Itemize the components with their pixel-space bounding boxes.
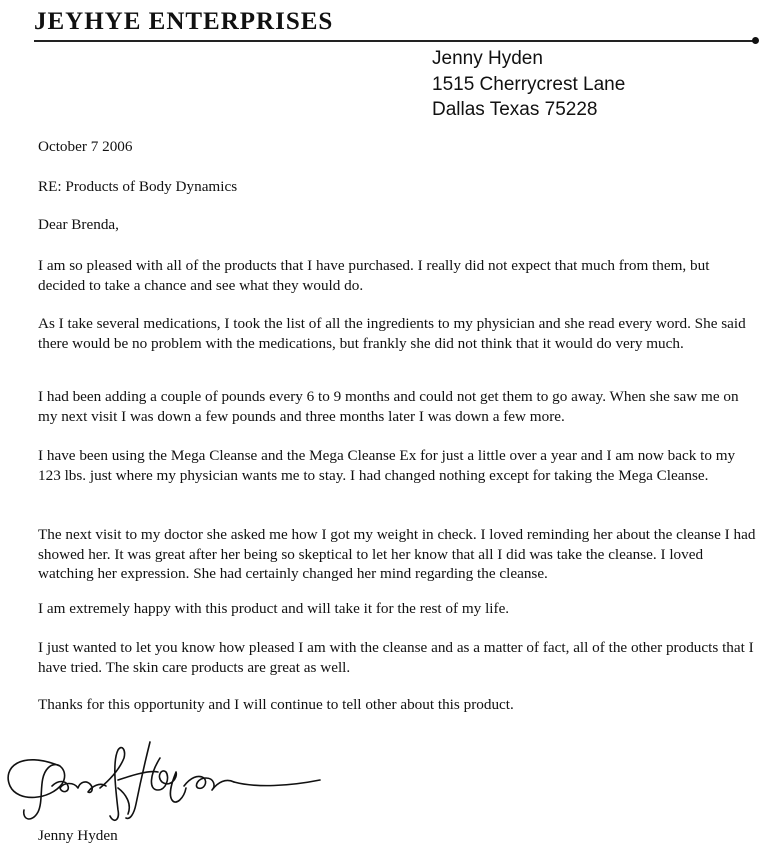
letterhead-rule <box>34 40 756 42</box>
letter-paragraph-7: I just wanted to let you know how pleased I am with the cleanse and as a matter of fact, all of the other products that I have tried. The skin care products are great as well. <box>38 639 754 676</box>
letter-paragraph-1: I am so pleased with all of the products that I have purchased. I really did not expect that much from them, but decided to take a chance and see what they would do. <box>38 257 710 294</box>
letter-paragraph-6: I am extremely happy with this product and will take it for the rest of my life. <box>38 600 510 617</box>
letter-paragraph-4: I have been using the Mega Cleanse and the Mega Cleanse Ex for just a little over a year and I am now back to my 123 lbs. just where my physician wants me to stay. I had changed nothing except for taking the Mega Cleanse. <box>38 447 736 484</box>
letter-salutation: Dear Brenda, <box>38 216 119 233</box>
company-letterhead: JEYHYE ENTERPRISES <box>34 8 334 35</box>
sender-name: Jenny Hyden <box>432 48 543 69</box>
sender-address-block <box>432 46 625 123</box>
sender-street: 1515 Cherrycrest Lane <box>432 73 626 95</box>
letterhead-rule-dot <box>752 37 759 44</box>
letter-paragraph-2: As I take several medications, I took the list of all the ingredients to my physician and she read every word. She said there would be no problem with the medications, but frankly she did not think that it would do very much. <box>38 315 746 352</box>
letter-paragraph-8: Thanks for this opportunity and I will continue to tell other about this product. <box>38 696 514 713</box>
handwritten-signature <box>0 728 330 828</box>
letter-subject: RE: Products of Body Dynamics <box>38 178 238 195</box>
sender-city-state-zip: Dallas Texas 75228 <box>432 99 598 120</box>
letter-paragraph-3: I had been adding a couple of pounds every 6 to 9 months and could not get them to go away. When she saw me on my next visit I was down a few pounds and three months later I was down a few more. <box>38 388 739 425</box>
letter-paragraph-5: The next visit to my doctor she asked me how I got my weight in check. I loved reminding her about the cleanse I had showed her. It was great after her being so skeptical to let her know that all I did was take the cleanse. I loved watching her expression. She had certainly changed her mind regarding the cleanse. <box>38 526 756 582</box>
signer-name: Jenny Hyden <box>38 827 118 844</box>
letter-date: October 7 2006 <box>38 138 133 155</box>
